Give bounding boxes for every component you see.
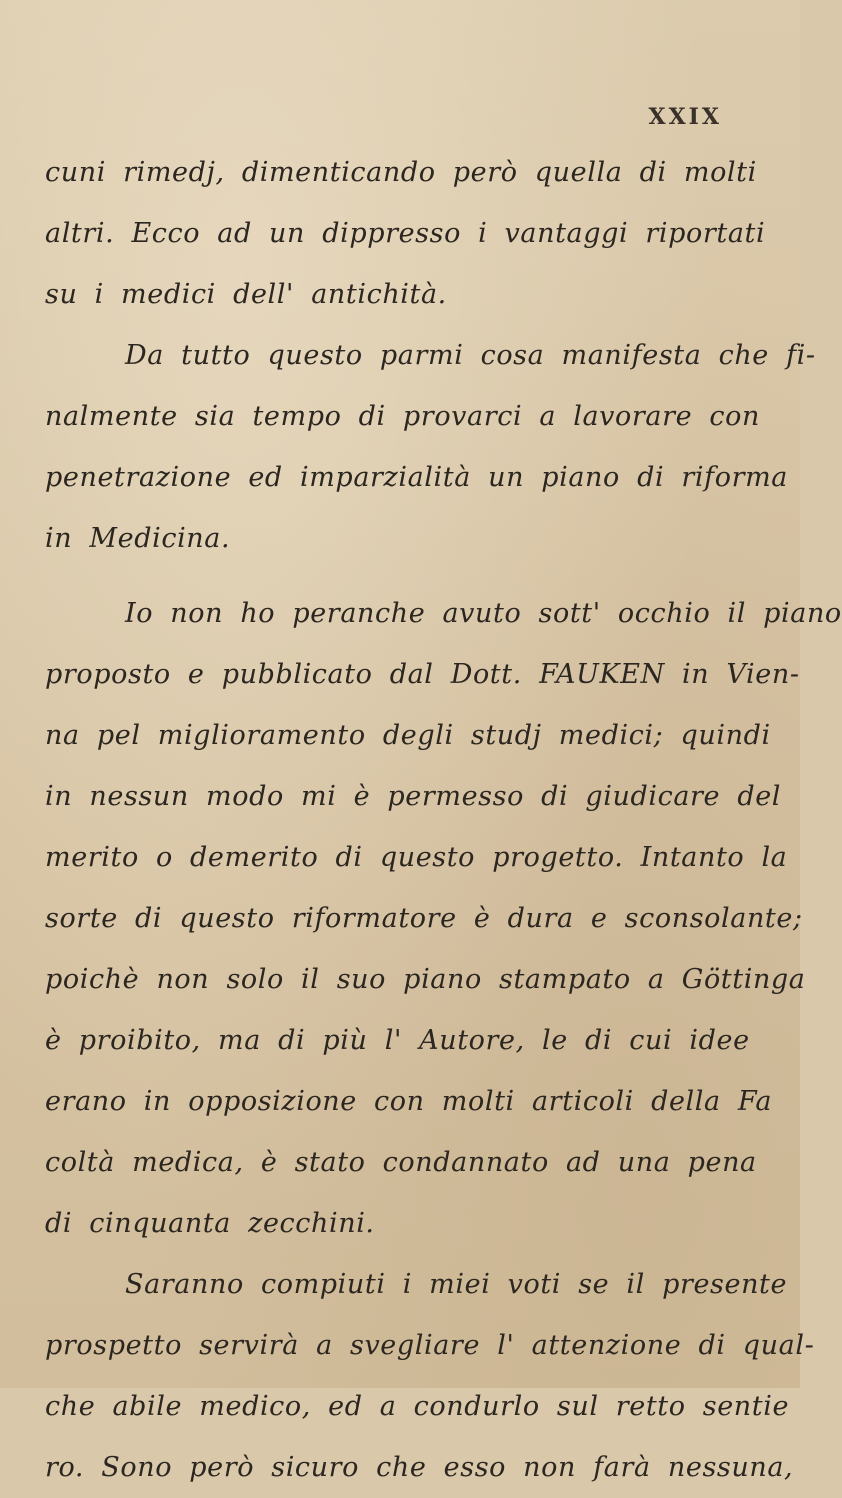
text-line: che abile medico, ed a condurlo sul retto sentie: [45, 1391, 790, 1422]
text-line: è proibito, ma di più l' Autore, le di cui idee: [45, 1025, 750, 1056]
text-line: prospetto servirà a svegliare l' attenzione di qual-: [45, 1330, 815, 1361]
text-line: in nessun modo mi è permesso di giudicare del: [45, 781, 782, 812]
paragraph: [45, 1254, 815, 1498]
text-line: ro. Sono però sicuro che esso non farà nessuna,: [45, 1452, 794, 1483]
text-line: na pel miglioramento degli studj medici; quindi: [45, 720, 771, 751]
paragraph: [45, 142, 766, 325]
page-number: XXIX: [648, 104, 722, 130]
text-line: Da tutto questo parmi cosa manifesta che fi-: [125, 340, 816, 371]
paragraph-gap: [45, 569, 745, 583]
body-text: [45, 142, 842, 1498]
text-line: coltà medica, è stato condannato ad una pena: [45, 1147, 757, 1178]
text-line: cuni rimedj, dimenticando però quella di molti: [45, 157, 757, 188]
text-line: poichè non solo il suo piano stampato a Göttinga: [45, 964, 806, 995]
text-line: su i medici dell' antichità.: [45, 279, 447, 310]
text-line: Saranno compiuti i miei voti se il presente: [125, 1269, 788, 1300]
text-line: di cinquanta zecchini.: [45, 1208, 375, 1239]
text-line: in Medicina.: [45, 523, 231, 554]
text-line: erano in opposizione con molti articoli della Fa: [45, 1086, 773, 1117]
paragraph: [45, 583, 842, 1254]
text-line: merito o demerito di questo progetto. Intanto la: [45, 842, 788, 873]
text-line: nalmente sia tempo di provarci a lavorare con: [45, 401, 760, 432]
text-line: penetrazione ed imparzialità un piano di riforma: [45, 462, 788, 493]
text-line: Io non ho peranche avuto sott' occhio il piano: [125, 598, 842, 629]
paragraph: [45, 325, 816, 569]
text-line: altri. Ecco ad un dippresso i vantaggi riportati: [45, 218, 766, 249]
text-line: proposto e pubblicato dal Dott. FAUKEN in Vien-: [45, 659, 800, 690]
text-line: sorte di questo riformatore è dura e sconsolante;: [45, 903, 803, 934]
